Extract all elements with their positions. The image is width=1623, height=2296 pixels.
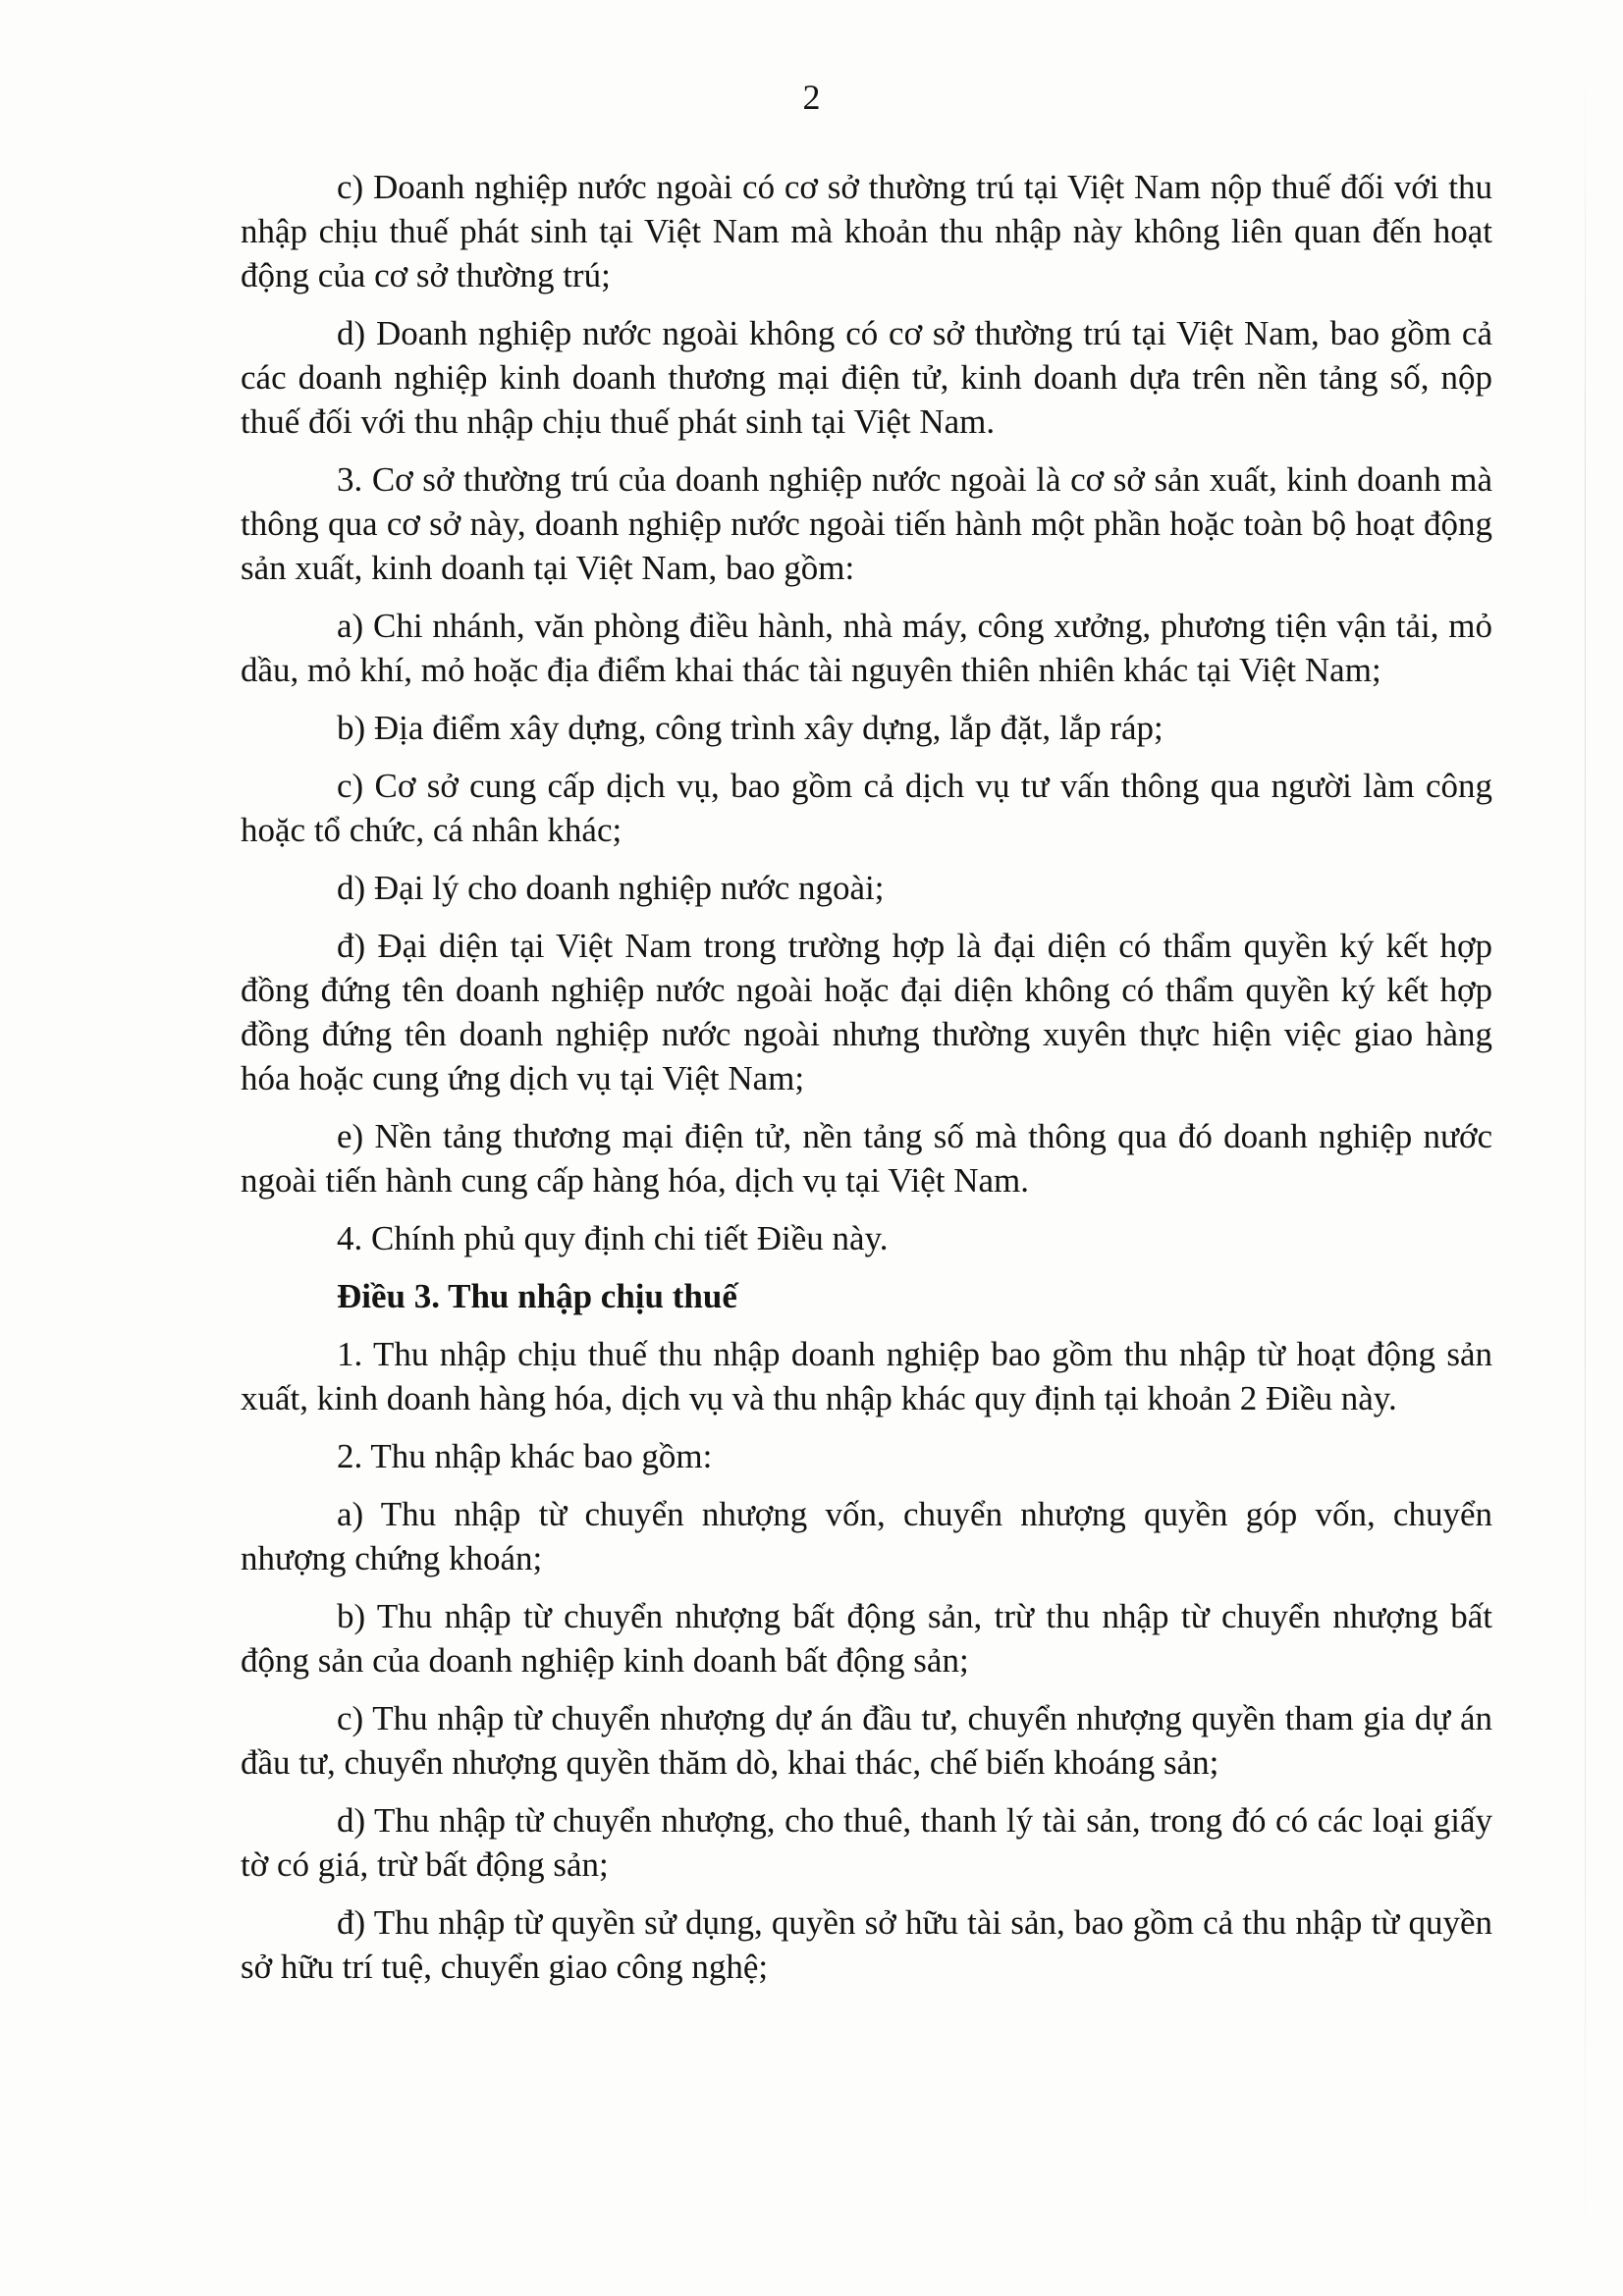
paragraph-2c-project-transfer: c) Thu nhập từ chuyển nhượng dự án đầu tư, chuyển nhượng quyền tham gia dự án đầu tư, chuyển nhượng quyền thăm dò, khai thác, chế biến khoáng sản; [241,1699,1492,1782]
paragraph-2d-asset-transfer: d) Thu nhập từ chuyển nhượng, cho thuê, thanh lý tài sản, trong đó có các loại giấy tờ có giá, trừ bất động sản; [241,1801,1492,1884]
paragraph-3dd-representatives: đ) Đại diện tại Việt Nam trong trường hợp là đại diện có thẩm quyền ký kết hợp đồng đứng tên doanh nghiệp nước ngoài hoặc đại diện không có thẩm quyền ký kết hợp đồng đứng tên doanh nghiệp nước ngoài nhưng thường xuyên thực hiện việc giao hàng hóa hoặc cung ứng dịch vụ tại Việt Nam; [241,927,1492,1097]
page-number: 2 [802,78,821,117]
paragraph-1-taxable-income: 1. Thu nhập chịu thuế thu nhập doanh nghiệp bao gồm thu nhập từ hoạt động sản xuất, kinh doanh hàng hóa, dịch vụ và thu nhập khác quy định tại khoản 2 Điều này. [241,1335,1492,1417]
paragraph-d-no-permanent-establishment: d) Doanh nghiệp nước ngoài không có cơ sở thường trú tại Việt Nam, bao gồm cả các doanh nghiệp kinh doanh thương mại điện tử, kinh doanh dựa trên nền tảng số, nộp thuế đối với thu nhập chịu thuế phát sinh tại Việt Nam. [241,314,1492,441]
paragraph-3a-branches: a) Chi nhánh, văn phòng điều hành, nhà máy, công xưởng, phương tiện vận tải, mỏ dầu, mỏ khí, mỏ hoặc địa điểm khai thác tài nguyên thiên nhiên khác tại Việt Nam; [241,607,1492,689]
paragraph-c-permanent-establishment-income: c) Doanh nghiệp nước ngoài có cơ sở thường trú tại Việt Nam nộp thuế đối với thu nhập chịu thuế phát sinh tại Việt Nam mà khoản thu nhập này không liên quan đến hoạt động của cơ sở thường trú; [241,168,1492,294]
paragraph-3-permanent-establishment-definition: 3. Cơ sở thường trú của doanh nghiệp nước ngoài là cơ sở sản xuất, kinh doanh mà thông qua cơ sở này, doanh nghiệp nước ngoài tiến hành một phần hoặc toàn bộ hoạt động sản xuất, kinh doanh tại Việt Nam, bao gồm: [241,460,1492,587]
paragraph-3c-service-providers: c) Cơ sở cung cấp dịch vụ, bao gồm cả dịch vụ tư vấn thông qua người làm công hoặc tổ chức, cá nhân khác; [241,767,1492,849]
paragraph-2-other-income: 2. Thu nhập khác bao gồm: [337,1437,713,1475]
paragraph-2b-real-estate-transfer: b) Thu nhập từ chuyển nhượng bất động sản, trừ thu nhập từ chuyển nhượng bất động sản của doanh nghiệp kinh doanh bất động sản; [241,1597,1492,1680]
paragraph-3b-construction-sites: b) Địa điểm xây dựng, công trình xây dựng, lắp đặt, lắp ráp; [337,709,1163,747]
paragraph-3d-agents: d) Đại lý cho doanh nghiệp nước ngoài; [337,869,885,907]
paragraph-2dd-property-rights: đ) Thu nhập từ quyền sử dụng, quyền sở hữu tài sản, bao gồm cả thu nhập từ quyền sở hữu trí tuệ, chuyển giao công nghệ; [241,1903,1492,1986]
paragraph-3e-digital-platforms: e) Nền tảng thương mại điện tử, nền tảng số mà thông qua đó doanh nghiệp nước ngoài tiến hành cung cấp hàng hóa, dịch vụ tại Việt Nam. [241,1117,1492,1200]
paragraph-2a-capital-transfer: a) Thu nhập từ chuyển nhượng vốn, chuyển nhượng quyền góp vốn, chuyển nhượng chứng khoán; [241,1495,1492,1577]
paragraph-4-government-details: 4. Chính phủ quy định chi tiết Điều này. [337,1219,889,1257]
article-3-heading: Điều 3. Thu nhập chịu thuế [337,1277,737,1315]
scan-edge-line [1585,59,1586,2258]
document-body [241,165,1492,2002]
